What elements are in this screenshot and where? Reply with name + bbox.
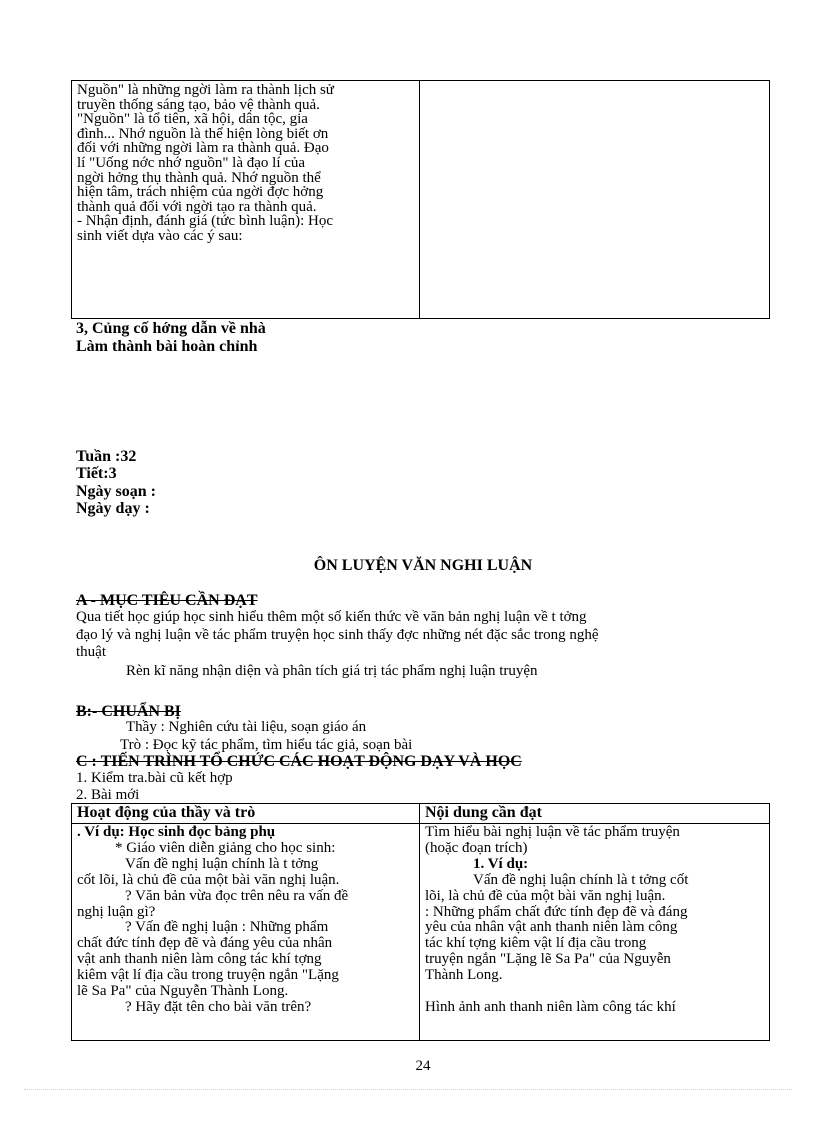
section-a-line: Qua tiết học giúp học sinh hiểu thêm một số kiến thức về văn bản nghị luận về t tởng [76,609,587,625]
activity-right-line: Thành Long. [425,967,503,984]
top-table [71,80,770,319]
section-b-heading [76,703,181,720]
top-left-line: hiện tâm, trách nhiệm của ngời đợc hởng [77,184,324,201]
activity-right-line: lõi, là chủ đề của một bài văn nghị luận. [425,887,666,904]
activity-left-line: ? Hãy đặt tên cho bài văn trên? [125,998,312,1015]
activity-right-line: (hoặc đoạn trích) [425,839,528,856]
top-left-line: ngời hởng thụ thành quả. Nhớ nguồn thể [77,169,321,186]
top-table-right-cell [420,81,770,319]
section-a-line: thuật [76,644,106,660]
section-a-skill: Rèn kĩ năng nhận diện và phân tích giá trị tác phẩm nghị luận truyện [126,663,538,679]
activity-right-line: tác khí tợng kiêm vật lí địa cầu trong [425,935,647,952]
activity-right-cell [420,824,770,1041]
top-left-line: đối với những ngời làm ra thành quả. Đạo [77,140,329,157]
activity-right-line: Tìm hiểu bài nghị luận về tác phẩm truyện [425,824,680,840]
activity-left-line: ? Vấn đề nghị luận : Những phẩm [125,919,329,936]
activity-left-line: * Giáo viên diễn giảng cho học sinh: [115,839,336,856]
consolidation-task: Làm thành bài hoàn chỉnh [76,338,258,355]
top-left-line: truyền thống sáng tạo, bảo vệ thành quả. [77,96,320,113]
section-c-label: C : TIẾN TRÌNH TỔ CHỨC CÁC HOẠT ĐỘNG DẠY VÀ HỌC [76,753,522,770]
section-b-student: Trò : Đọc kỹ tác phẩm, tìm hiểu tác giả, soạn bài [120,737,413,753]
period-label: Tiết:3 [76,465,117,482]
activity-right-line [425,984,765,1000]
activity-left-line: Vấn đề nghị luận chính là t tởng [125,855,319,872]
activity-right-line: truyện ngắn "Lặng lẽ Sa Pa" của Nguyễn [425,951,671,968]
top-left-line: - Nhận định, đánh giá (tức bình luận): Học [77,213,333,230]
activity-right-line: Vấn đề nghị luận chính là t tởng cốt [473,871,689,888]
section-b-teacher: Thầy : Nghiên cứu tài liệu, soạn giáo án [126,719,367,735]
section-c-step1: 1. Kiểm tra.bài cũ kết hợp [76,770,233,786]
activity-right-line: 1. Ví dụ: [473,855,529,872]
prep-date-label: Ngày soạn : [76,483,157,500]
page-number: 24 [415,1058,431,1074]
top-left-line: lí "Uống nớc nhớ nguồn" là đạo lí của [77,154,306,171]
consolidation-heading: 3, Củng cố hớng dẫn về nhà [76,320,266,337]
section-c-step2: 2. Bài mới [76,787,140,803]
top-left-line: "Nguồn" là tổ tiên, xã hội, dân tộc, gia [77,111,308,128]
page-title: ÔN LUYỆN VĂN NGHI LUẬN [313,557,533,574]
activity-left-line: vật anh thanh niên làm công tác khí tợng [77,951,322,968]
section-a-heading [76,592,258,609]
activity-right-line: yêu của nhân vật anh thanh niên làm công [425,919,678,936]
activity-left-line: lẽ Sa Pa" của Nguyễn Thành Long. [77,983,289,1000]
top-left-line: đình... Nhớ nguồn là thể hiện lòng biết ơn [77,125,329,142]
teach-date-label: Ngày dạy : [76,500,150,517]
activity-left-line: ? Văn bản vừa đọc trên nêu ra vấn đề [125,887,349,904]
activity-header-right: Nội dung cần đạt [420,804,770,824]
activity-left-line: chất đức tính đẹp đẽ và đáng yêu của nhân [77,935,333,952]
top-left-line: thành quả đối với ngời tạo ra thành quả. [77,198,317,215]
week-label: Tuần :32 [76,448,137,465]
section-a-line: đạo lý và nghị luận về tác phẩm truyện học sinh thấy đợc những nét đặc sắc trong nghệ [76,627,599,643]
activity-left-line: cốt lõi, là chủ đề của một bài văn nghị luận. [77,871,340,888]
section-a-label: A - MỤC TIÊU CẦN ĐẠT [76,592,258,609]
top-left-line: Nguồn" là những ngời làm ra thành lịch sử [77,82,334,98]
top-table-left-cell [72,81,420,319]
activity-left-line: . Ví dụ: Học sinh đọc bảng phụ [77,824,276,840]
section-b-label: B:- CHUẨN BỊ [76,703,181,720]
activity-table [71,803,770,1041]
activity-left-line: kiêm vật lí địa cầu trong truyện ngắn "Lặng [77,967,339,984]
activity-left-cell [72,824,420,1041]
activity-right-line: : Những phẩm chất đức tính đẹp đẽ và đáng [425,903,688,920]
top-left-line: sinh viết dựa vào các ý sau: [77,227,243,244]
section-c-heading [76,753,522,770]
activity-left-line: nghị luận gì? [77,903,156,920]
page-boundary [24,1089,792,1090]
activity-right-line: Hình ảnh anh thanh niên làm công tác khí [425,998,676,1015]
activity-header-left: Hoạt động của thầy và trò [72,804,420,824]
